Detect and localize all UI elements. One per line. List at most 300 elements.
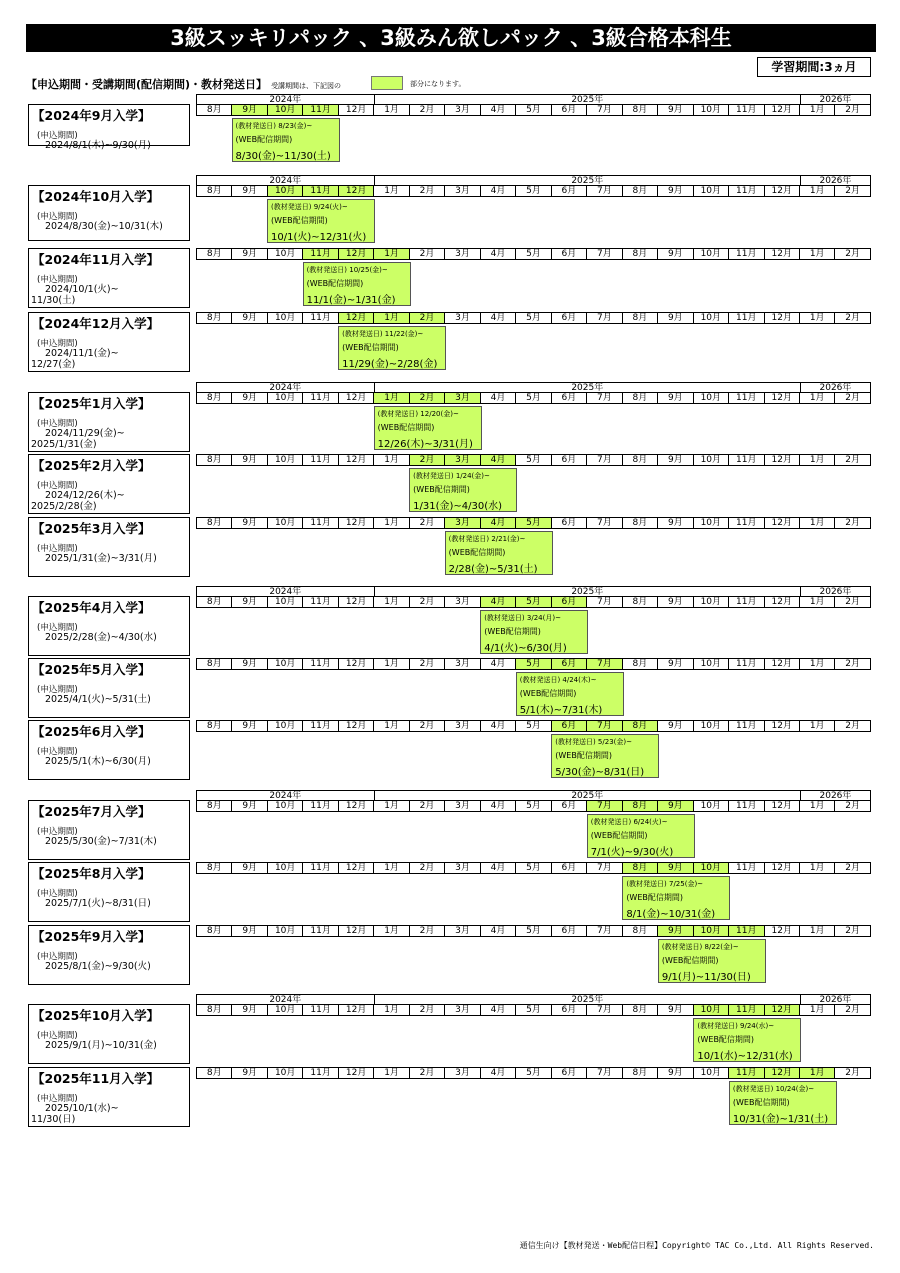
month-cell: 2月 bbox=[845, 313, 861, 323]
month-cell: 4月 bbox=[481, 863, 516, 873]
month-cell: 6月 bbox=[552, 926, 587, 936]
enrollment-title: 【2025年7月入学】 bbox=[32, 804, 151, 819]
month-cell: 9月 bbox=[232, 249, 267, 259]
month-cell: 1月 bbox=[374, 659, 409, 669]
month-cell: 7月 bbox=[587, 801, 622, 811]
apply-period bbox=[29, 428, 189, 450]
month-cell: 8月 bbox=[623, 1068, 658, 1078]
month-cell: 7月 bbox=[587, 721, 622, 731]
month-cell: 8月 bbox=[197, 801, 232, 811]
month-cell: 11月 bbox=[729, 518, 764, 528]
month-cell: 8月 bbox=[197, 313, 232, 323]
enrollment-title: 【2024年9月入学】 bbox=[32, 108, 151, 123]
month-cell: 1月 bbox=[374, 597, 409, 607]
month-cell: 12月 bbox=[765, 1068, 800, 1078]
apply-label: (申込期間) bbox=[37, 685, 78, 695]
shipping-date: (教材発送日) 8/22(金)~ bbox=[661, 943, 739, 951]
year-label: 2024年 bbox=[196, 994, 374, 1004]
month-cell: 9月 bbox=[658, 1068, 693, 1078]
month-cell: 2月 bbox=[410, 313, 445, 323]
year-label: 2025年 bbox=[374, 382, 800, 392]
month-cell: 9月 bbox=[232, 313, 267, 323]
web-period: 4/1(火)~6/30(月) bbox=[484, 643, 567, 654]
month-cell: 9月 bbox=[232, 455, 267, 465]
month-cell: 8月 bbox=[623, 105, 658, 115]
month-cell: 9月 bbox=[658, 863, 693, 873]
month-cell: 10月 bbox=[268, 105, 303, 115]
month-cell: 2月 bbox=[845, 801, 861, 811]
month-cell: 3月 bbox=[445, 1005, 480, 1015]
month-cell: 10月 bbox=[694, 1068, 729, 1078]
month-cell: 11月 bbox=[303, 863, 338, 873]
month-cell: 2月 bbox=[410, 659, 445, 669]
year-label: 2026年 bbox=[800, 175, 871, 185]
year-label: 2026年 bbox=[800, 790, 871, 800]
web-period: 9/1(月)~11/30(日) bbox=[661, 972, 751, 983]
month-cell: 1月 bbox=[374, 249, 409, 259]
month-cell: 3月 bbox=[445, 455, 480, 465]
month-cell: 7月 bbox=[587, 863, 622, 873]
month-cell: 10月 bbox=[268, 597, 303, 607]
apply-period-line: 2024/12/26(木)~ bbox=[45, 490, 125, 501]
month-cell: 2月 bbox=[410, 186, 445, 196]
month-cell: 5月 bbox=[516, 249, 551, 259]
month-cell: 11月 bbox=[729, 863, 764, 873]
month-row bbox=[196, 1004, 871, 1016]
apply-period-line: 12/27(金) bbox=[31, 359, 76, 370]
web-label: (WEB配信期間) bbox=[484, 627, 541, 636]
month-cell: 8月 bbox=[623, 721, 658, 731]
month-cell: 1月 bbox=[374, 105, 409, 115]
apply-label: (申込期間) bbox=[37, 481, 78, 491]
month-cell: 1月 bbox=[800, 186, 835, 196]
month-cell: 11月 bbox=[303, 186, 338, 196]
month-cell: 9月 bbox=[658, 455, 693, 465]
month-row bbox=[196, 925, 871, 937]
web-period: 8/1(金)~10/31(金) bbox=[626, 909, 716, 920]
web-period: 1/31(金)~4/30(水) bbox=[413, 501, 503, 512]
footer-copyright: 通信生向け【教材発送・Web配信日程】Copyright© TAC Co.,Ltd. All Rights Reserved. bbox=[519, 1241, 874, 1250]
delivery-info-box bbox=[267, 199, 375, 243]
year-label: 2026年 bbox=[800, 586, 871, 596]
enrollment-label-box bbox=[28, 454, 190, 514]
month-cell: 11月 bbox=[729, 721, 764, 731]
month-cell: 12月 bbox=[765, 186, 800, 196]
month-cell: 7月 bbox=[587, 313, 622, 323]
month-cell: 1月 bbox=[800, 518, 835, 528]
month-cell: 7月 bbox=[587, 518, 622, 528]
month-row bbox=[196, 720, 871, 732]
month-cell: 2月 bbox=[410, 393, 445, 403]
month-cell: 1月 bbox=[374, 863, 409, 873]
month-cell: 1月 bbox=[800, 455, 835, 465]
month-cell: 8月 bbox=[197, 597, 232, 607]
month-cell: 3月 bbox=[445, 659, 480, 669]
month-cell: 2月 bbox=[410, 721, 445, 731]
month-cell: 8月 bbox=[623, 455, 658, 465]
month-cell: 7月 bbox=[587, 105, 622, 115]
enrollment-title: 【2025年10月入学】 bbox=[32, 1008, 160, 1023]
month-cell: 12月 bbox=[339, 659, 374, 669]
month-cell: 12月 bbox=[339, 518, 374, 528]
page-title: 3級スッキリパック 、3級みん欲しパック 、3級合格本科生 bbox=[26, 24, 876, 52]
month-cell: 11月 bbox=[729, 659, 764, 669]
month-cell: 12月 bbox=[339, 721, 374, 731]
web-period: 8/30(金)~11/30(土) bbox=[235, 151, 331, 162]
month-cell: 12月 bbox=[765, 863, 800, 873]
month-cell: 5月 bbox=[516, 1068, 551, 1078]
month-cell: 1月 bbox=[800, 393, 835, 403]
month-cell: 11月 bbox=[303, 1068, 338, 1078]
month-cell: 2月 bbox=[410, 801, 445, 811]
month-cell: 1月 bbox=[374, 313, 409, 323]
month-cell: 9月 bbox=[232, 186, 267, 196]
month-cell: 11月 bbox=[729, 105, 764, 115]
web-label: (WEB配信期間) bbox=[661, 956, 719, 965]
month-row bbox=[196, 454, 871, 466]
month-cell: 1月 bbox=[800, 801, 835, 811]
month-cell: 11月 bbox=[729, 455, 764, 465]
web-period: 5/30(金)~8/31(日) bbox=[555, 767, 645, 778]
apply-period bbox=[29, 490, 189, 512]
delivery-info-box bbox=[445, 531, 553, 575]
month-row bbox=[196, 596, 871, 608]
month-cell: 2月 bbox=[845, 926, 861, 936]
month-cell: 10月 bbox=[694, 313, 729, 323]
web-period: 10/31(金)~1/31(土) bbox=[732, 1114, 829, 1125]
month-cell: 9月 bbox=[658, 249, 693, 259]
month-cell: 1月 bbox=[800, 659, 835, 669]
month-cell: 3月 bbox=[445, 597, 480, 607]
delivery-info-box bbox=[409, 468, 517, 512]
month-cell: 12月 bbox=[339, 1005, 374, 1015]
legend-swatch bbox=[371, 76, 403, 90]
month-cell: 5月 bbox=[516, 659, 551, 669]
month-cell: 6月 bbox=[552, 313, 587, 323]
month-cell: 10月 bbox=[268, 186, 303, 196]
enrollment-title: 【2024年12月入学】 bbox=[32, 316, 160, 331]
web-period: 11/29(金)~2/28(金) bbox=[342, 359, 438, 370]
web-label: (WEB配信期間) bbox=[235, 135, 293, 144]
month-cell: 2月 bbox=[845, 249, 861, 259]
month-cell: 10月 bbox=[268, 926, 303, 936]
month-cell: 8月 bbox=[623, 186, 658, 196]
month-cell: 7月 bbox=[587, 659, 622, 669]
month-cell: 8月 bbox=[623, 393, 658, 403]
month-cell: 5月 bbox=[516, 801, 551, 811]
month-cell: 1月 bbox=[374, 518, 409, 528]
month-cell: 2月 bbox=[410, 1005, 445, 1015]
delivery-info-box bbox=[551, 734, 659, 778]
month-cell: 2月 bbox=[410, 926, 445, 936]
enrollment-label-box bbox=[28, 596, 190, 656]
apply-label: (申込期間) bbox=[37, 623, 78, 633]
month-cell: 5月 bbox=[516, 313, 551, 323]
enrollment-title: 【2025年6月入学】 bbox=[32, 724, 151, 739]
month-cell: 1月 bbox=[800, 249, 835, 259]
apply-period: 2025/5/30(金)~7/31(木) bbox=[45, 836, 157, 847]
apply-label: (申込期間) bbox=[37, 419, 78, 429]
month-cell: 9月 bbox=[232, 1005, 267, 1015]
apply-period-line: 2024/11/1(金)~ bbox=[45, 348, 119, 359]
enrollment-label-box bbox=[28, 862, 190, 922]
month-cell: 9月 bbox=[232, 801, 267, 811]
apply-period-line: 2025/2/28(金) bbox=[31, 501, 97, 512]
shipping-date: (教材発送日) 8/23(金)~ bbox=[235, 122, 313, 130]
month-cell: 1月 bbox=[374, 801, 409, 811]
month-row bbox=[196, 1067, 871, 1079]
month-cell: 7月 bbox=[587, 249, 622, 259]
apply-period-line: 11/30(土) bbox=[31, 295, 76, 306]
month-cell: 3月 bbox=[445, 801, 480, 811]
shipping-date: (教材発送日) 9/24(火)~ bbox=[271, 203, 348, 211]
apply-period-line: 11/30(日) bbox=[31, 1114, 76, 1125]
month-cell: 10月 bbox=[694, 518, 729, 528]
shipping-date: (教材発送日) 12/20(金)~ bbox=[377, 410, 459, 418]
month-row bbox=[196, 392, 871, 404]
month-cell: 9月 bbox=[658, 313, 693, 323]
month-cell: 12月 bbox=[765, 313, 800, 323]
month-cell: 10月 bbox=[268, 249, 303, 259]
delivery-info-box bbox=[587, 814, 695, 858]
month-cell: 8月 bbox=[623, 249, 658, 259]
month-cell: 8月 bbox=[623, 801, 658, 811]
month-cell: 2月 bbox=[845, 863, 861, 873]
month-row bbox=[196, 517, 871, 529]
month-cell: 9月 bbox=[232, 863, 267, 873]
month-cell: 10月 bbox=[694, 1005, 729, 1015]
month-cell: 2月 bbox=[845, 721, 861, 731]
month-cell: 2月 bbox=[845, 659, 861, 669]
web-label: (WEB配信期間) bbox=[377, 423, 435, 432]
month-cell: 8月 bbox=[623, 313, 658, 323]
web-label: (WEB配信期間) bbox=[448, 548, 506, 557]
enrollment-label-box bbox=[28, 104, 190, 151]
month-cell: 5月 bbox=[516, 1005, 551, 1015]
month-cell: 9月 bbox=[658, 186, 693, 196]
apply-label: (申込期間) bbox=[37, 889, 78, 899]
month-cell: 5月 bbox=[516, 455, 551, 465]
shipping-date: (教材発送日) 7/25(金)~ bbox=[626, 880, 704, 888]
month-cell: 9月 bbox=[658, 926, 693, 936]
month-cell: 7月 bbox=[587, 597, 622, 607]
month-cell: 1月 bbox=[374, 393, 409, 403]
apply-period-line: 2025/10/1(水)~ bbox=[45, 1103, 119, 1114]
web-label: (WEB配信期間) bbox=[732, 1098, 790, 1107]
month-cell: 11月 bbox=[303, 105, 338, 115]
month-row bbox=[196, 862, 871, 874]
month-cell: 1月 bbox=[800, 1068, 835, 1078]
month-cell: 2月 bbox=[845, 393, 861, 403]
web-period: 2/28(金)~5/31(土) bbox=[448, 564, 538, 575]
enrollment-label-box bbox=[28, 925, 190, 985]
month-cell: 11月 bbox=[729, 1068, 764, 1078]
month-cell: 1月 bbox=[800, 721, 835, 731]
enrollment-title: 【2025年4月入学】 bbox=[32, 600, 151, 615]
month-cell: 12月 bbox=[339, 313, 374, 323]
month-cell: 10月 bbox=[694, 455, 729, 465]
month-cell: 6月 bbox=[552, 801, 587, 811]
month-cell: 10月 bbox=[694, 801, 729, 811]
year-label: 2025年 bbox=[374, 175, 800, 185]
month-cell: 7月 bbox=[587, 186, 622, 196]
month-cell: 7月 bbox=[587, 926, 622, 936]
month-cell: 8月 bbox=[197, 393, 232, 403]
month-cell: 6月 bbox=[552, 597, 587, 607]
apply-period bbox=[29, 348, 189, 370]
month-cell: 12月 bbox=[765, 801, 800, 811]
month-cell: 3月 bbox=[445, 721, 480, 731]
apply-period: 2024/8/1(木)~9/30(月) bbox=[45, 140, 151, 151]
month-cell: 12月 bbox=[765, 1005, 800, 1015]
month-cell: 3月 bbox=[445, 105, 480, 115]
delivery-info-box bbox=[622, 876, 730, 920]
month-cell: 12月 bbox=[765, 393, 800, 403]
month-cell: 11月 bbox=[729, 186, 764, 196]
delivery-info-box bbox=[658, 939, 766, 983]
month-cell: 4月 bbox=[481, 801, 516, 811]
month-cell: 7月 bbox=[587, 1068, 622, 1078]
month-cell: 11月 bbox=[303, 313, 338, 323]
delivery-info-box bbox=[729, 1081, 837, 1125]
month-cell: 8月 bbox=[623, 926, 658, 936]
month-cell: 2月 bbox=[410, 597, 445, 607]
enrollment-label-box bbox=[28, 517, 190, 577]
month-cell: 4月 bbox=[481, 518, 516, 528]
year-label: 2026年 bbox=[800, 94, 871, 104]
month-cell: 10月 bbox=[268, 518, 303, 528]
month-cell: 8月 bbox=[623, 863, 658, 873]
month-cell: 12月 bbox=[765, 518, 800, 528]
delivery-info-box bbox=[338, 326, 446, 370]
month-cell: 6月 bbox=[552, 393, 587, 403]
month-cell: 9月 bbox=[658, 801, 693, 811]
apply-period-line: 2024/10/1(火)~ bbox=[45, 284, 119, 295]
month-cell: 12月 bbox=[339, 1068, 374, 1078]
apply-period-line: 2025/1/31(金) bbox=[31, 439, 97, 450]
apply-period: 2025/2/28(金)~4/30(水) bbox=[45, 632, 157, 643]
month-cell: 6月 bbox=[552, 721, 587, 731]
month-cell: 9月 bbox=[658, 105, 693, 115]
month-cell: 8月 bbox=[623, 659, 658, 669]
month-cell: 10月 bbox=[694, 186, 729, 196]
year-label: 2026年 bbox=[800, 994, 871, 1004]
month-cell: 9月 bbox=[232, 721, 267, 731]
web-label: (WEB配信期間) bbox=[555, 751, 612, 760]
month-cell: 8月 bbox=[623, 597, 658, 607]
month-cell: 11月 bbox=[729, 926, 764, 936]
year-label: 2025年 bbox=[374, 790, 800, 800]
shipping-date: (教材発送日) 9/24(水)~ bbox=[697, 1022, 775, 1030]
month-cell: 2月 bbox=[845, 1068, 861, 1078]
apply-period: 2025/4/1(火)~5/31(土) bbox=[45, 694, 151, 705]
web-label: (WEB配信期間) bbox=[590, 831, 648, 840]
month-cell: 9月 bbox=[658, 659, 693, 669]
month-cell: 4月 bbox=[481, 721, 516, 731]
month-cell: 12月 bbox=[339, 455, 374, 465]
year-label: 2026年 bbox=[800, 382, 871, 392]
web-period: 7/1(火)~9/30(火) bbox=[590, 847, 674, 858]
shipping-date: (教材発送日) 11/22(金)~ bbox=[342, 330, 424, 338]
apply-label: (申込期間) bbox=[37, 747, 78, 757]
shipping-date: (教材発送日) 10/24(金)~ bbox=[732, 1085, 815, 1093]
month-cell: 3月 bbox=[445, 249, 480, 259]
year-label: 2024年 bbox=[196, 94, 374, 104]
month-cell: 11月 bbox=[303, 455, 338, 465]
web-label: (WEB配信期間) bbox=[306, 279, 364, 288]
month-cell: 10月 bbox=[268, 455, 303, 465]
month-cell: 1月 bbox=[800, 105, 835, 115]
month-cell: 3月 bbox=[445, 313, 480, 323]
delivery-info-box bbox=[374, 406, 482, 450]
month-cell: 4月 bbox=[481, 105, 516, 115]
month-row bbox=[196, 658, 871, 670]
apply-period: 2025/5/1(木)~6/30(月) bbox=[45, 756, 151, 767]
month-cell: 6月 bbox=[552, 659, 587, 669]
month-cell: 8月 bbox=[197, 926, 232, 936]
enrollment-title: 【2025年5月入学】 bbox=[32, 662, 151, 677]
enrollment-label-box bbox=[28, 248, 190, 308]
month-cell: 5月 bbox=[516, 393, 551, 403]
month-cell: 2月 bbox=[410, 249, 445, 259]
month-row bbox=[196, 185, 871, 197]
month-cell: 2月 bbox=[845, 186, 861, 196]
month-cell: 1月 bbox=[800, 597, 835, 607]
month-cell: 8月 bbox=[197, 1068, 232, 1078]
month-cell: 4月 bbox=[481, 249, 516, 259]
month-cell: 11月 bbox=[303, 249, 338, 259]
apply-label: (申込期間) bbox=[37, 339, 78, 349]
month-cell: 2月 bbox=[410, 518, 445, 528]
month-cell: 2月 bbox=[845, 518, 861, 528]
month-cell: 12月 bbox=[339, 105, 374, 115]
month-cell: 4月 bbox=[481, 313, 516, 323]
month-cell: 12月 bbox=[339, 249, 374, 259]
month-cell: 9月 bbox=[232, 518, 267, 528]
web-period: 10/1(水)~12/31(水) bbox=[697, 1051, 793, 1062]
month-cell: 11月 bbox=[729, 393, 764, 403]
month-cell: 1月 bbox=[800, 863, 835, 873]
apply-period: 2025/8/1(金)~9/30(火) bbox=[45, 961, 151, 972]
shipping-date: (教材発送日) 2/21(金)~ bbox=[448, 535, 526, 543]
month-cell: 4月 bbox=[481, 455, 516, 465]
month-row bbox=[196, 104, 871, 116]
month-cell: 1月 bbox=[374, 926, 409, 936]
delivery-info-box bbox=[303, 262, 411, 306]
month-cell: 5月 bbox=[516, 721, 551, 731]
month-cell: 8月 bbox=[197, 105, 232, 115]
month-cell: 11月 bbox=[303, 597, 338, 607]
month-cell: 8月 bbox=[197, 721, 232, 731]
month-cell: 8月 bbox=[197, 455, 232, 465]
month-cell: 6月 bbox=[552, 186, 587, 196]
apply-period bbox=[29, 284, 189, 306]
enrollment-label-box bbox=[28, 658, 190, 718]
apply-period: 2025/9/1(月)~10/31(金) bbox=[45, 1040, 157, 1051]
month-row bbox=[196, 312, 871, 324]
month-cell: 10月 bbox=[268, 721, 303, 731]
apply-label: (申込期間) bbox=[37, 131, 78, 141]
month-cell: 4月 bbox=[481, 393, 516, 403]
month-cell: 8月 bbox=[197, 518, 232, 528]
month-cell: 11月 bbox=[303, 721, 338, 731]
month-cell: 12月 bbox=[339, 863, 374, 873]
month-cell: 11月 bbox=[729, 1005, 764, 1015]
month-cell: 1月 bbox=[800, 313, 835, 323]
month-cell: 7月 bbox=[587, 393, 622, 403]
month-cell: 8月 bbox=[197, 1005, 232, 1015]
month-cell: 5月 bbox=[516, 926, 551, 936]
